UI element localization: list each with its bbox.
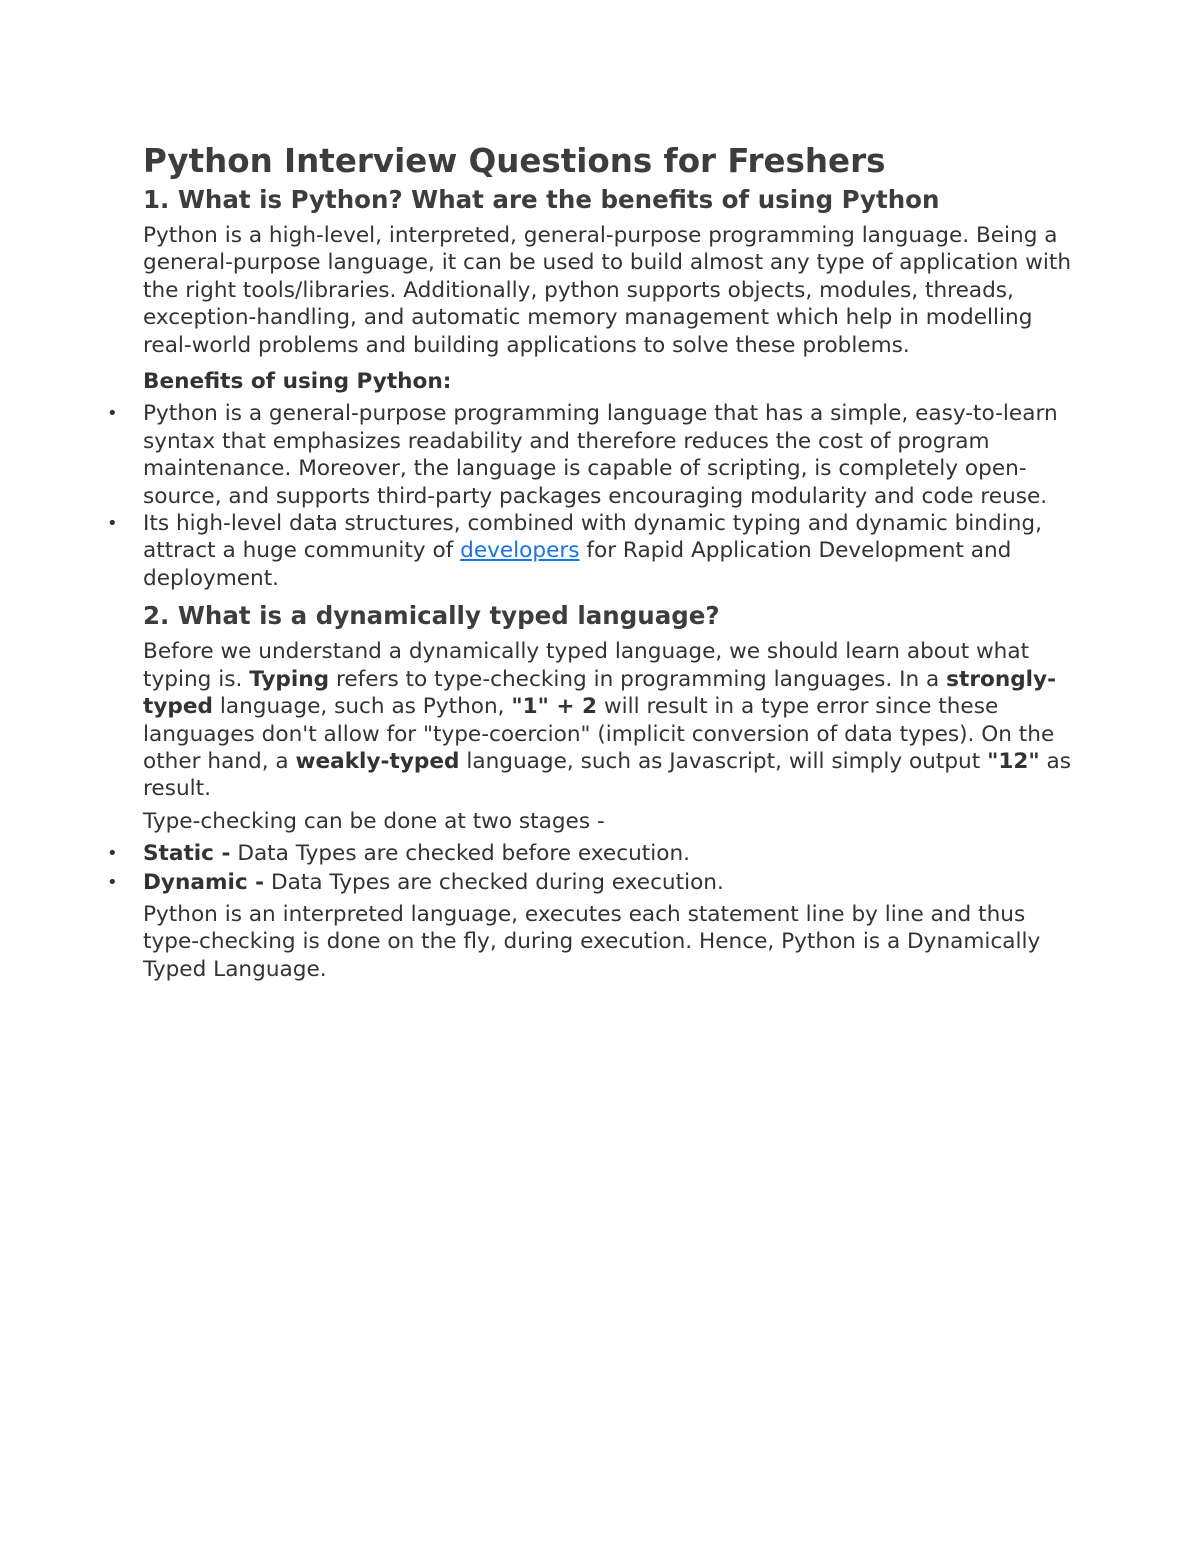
final-paragraph: Python is an interpreted language, executes each statement line by line and thus type-checking is done on the fly, during execution. Hence, Python is a Dynamically Typed Language. xyxy=(143,901,1041,982)
page-title: Python Interview Questions for Freshers xyxy=(143,142,886,180)
q2-text-4: will result in a type error since these languages don't allow for "type-coercion" (implicit conversion of data types). On the other hand, a xyxy=(143,694,1055,774)
question-2-paragraph xyxy=(143,638,1073,802)
question-1-heading: 1. What is Python? What are the benefits of using Python xyxy=(143,185,940,214)
dynamic-label: Dynamic - xyxy=(143,869,265,895)
q2-bold-code-example: "1" + 2 xyxy=(511,694,598,720)
q2-bold-weakly-typed: weakly-typed xyxy=(295,748,460,774)
question-2-heading: 2. What is a dynamically typed language? xyxy=(143,601,720,631)
benefit-2-text-before: Its high-level data structures, combined with dynamic typing and dynamic binding, attract a huge community of xyxy=(143,511,1042,564)
bullet-icon: • xyxy=(107,871,118,893)
stages-intro: Type-checking can be done at two stages - xyxy=(143,808,605,834)
developers-link[interactable]: developers xyxy=(460,538,580,564)
q2-text-3: language, such as Python, xyxy=(212,694,512,720)
bullet-icon: • xyxy=(107,843,118,865)
q2-bold-output: "12" xyxy=(987,748,1040,774)
q2-text-5: language, such as Javascript, will simply output xyxy=(459,748,988,774)
static-label: Static - xyxy=(143,841,231,867)
benefit-2-text-after: for Rapid Application Development and deployment. xyxy=(143,538,1012,591)
q2-text-2: refers to type-checking in programming languages. In a xyxy=(329,666,947,692)
list-item xyxy=(107,869,1073,896)
benefits-list xyxy=(107,400,1073,592)
bullet-icon: • xyxy=(107,513,118,535)
question-1-paragraph: Python is a high-level, interpreted, general-purpose programming language. Being a general-purpose language, it can be used to build almost any type of application with the right tools/libraries. Additionally, python supports objects, modules, threads, exception-handling, and automatic memory management which help in modelling real-world problems and building applications to solve these problems. xyxy=(143,223,1072,358)
static-text: Data Types are checked before execution. xyxy=(230,841,690,867)
benefits-heading: Benefits of using Python: xyxy=(143,369,452,395)
dynamic-text: Data Types are checked during execution. xyxy=(264,869,724,895)
q2-text-6: as result. xyxy=(143,748,1071,802)
benefit-1-text: Python is a general-purpose programming language that has a simple, easy-to-learn syntax that emphasizes readability and therefore reduces the cost of program maintenance. Moreover, the language is capable of scripting, is completely open-source, and supports third-party packages encouraging modularity and code reuse. xyxy=(143,401,1058,509)
bullet-icon: • xyxy=(107,403,118,425)
document-page xyxy=(107,140,1073,983)
list-item xyxy=(107,840,1073,867)
list-item xyxy=(107,400,1073,510)
q2-bold-typing: Typing xyxy=(249,666,330,692)
list-item xyxy=(107,510,1073,592)
q2-text-1: Before we understand a dynamically typed language, we should learn about what typing is. xyxy=(143,639,1030,692)
stages-list xyxy=(107,840,1073,896)
q2-bold-strongly-typed: strongly-typed xyxy=(143,666,1057,720)
